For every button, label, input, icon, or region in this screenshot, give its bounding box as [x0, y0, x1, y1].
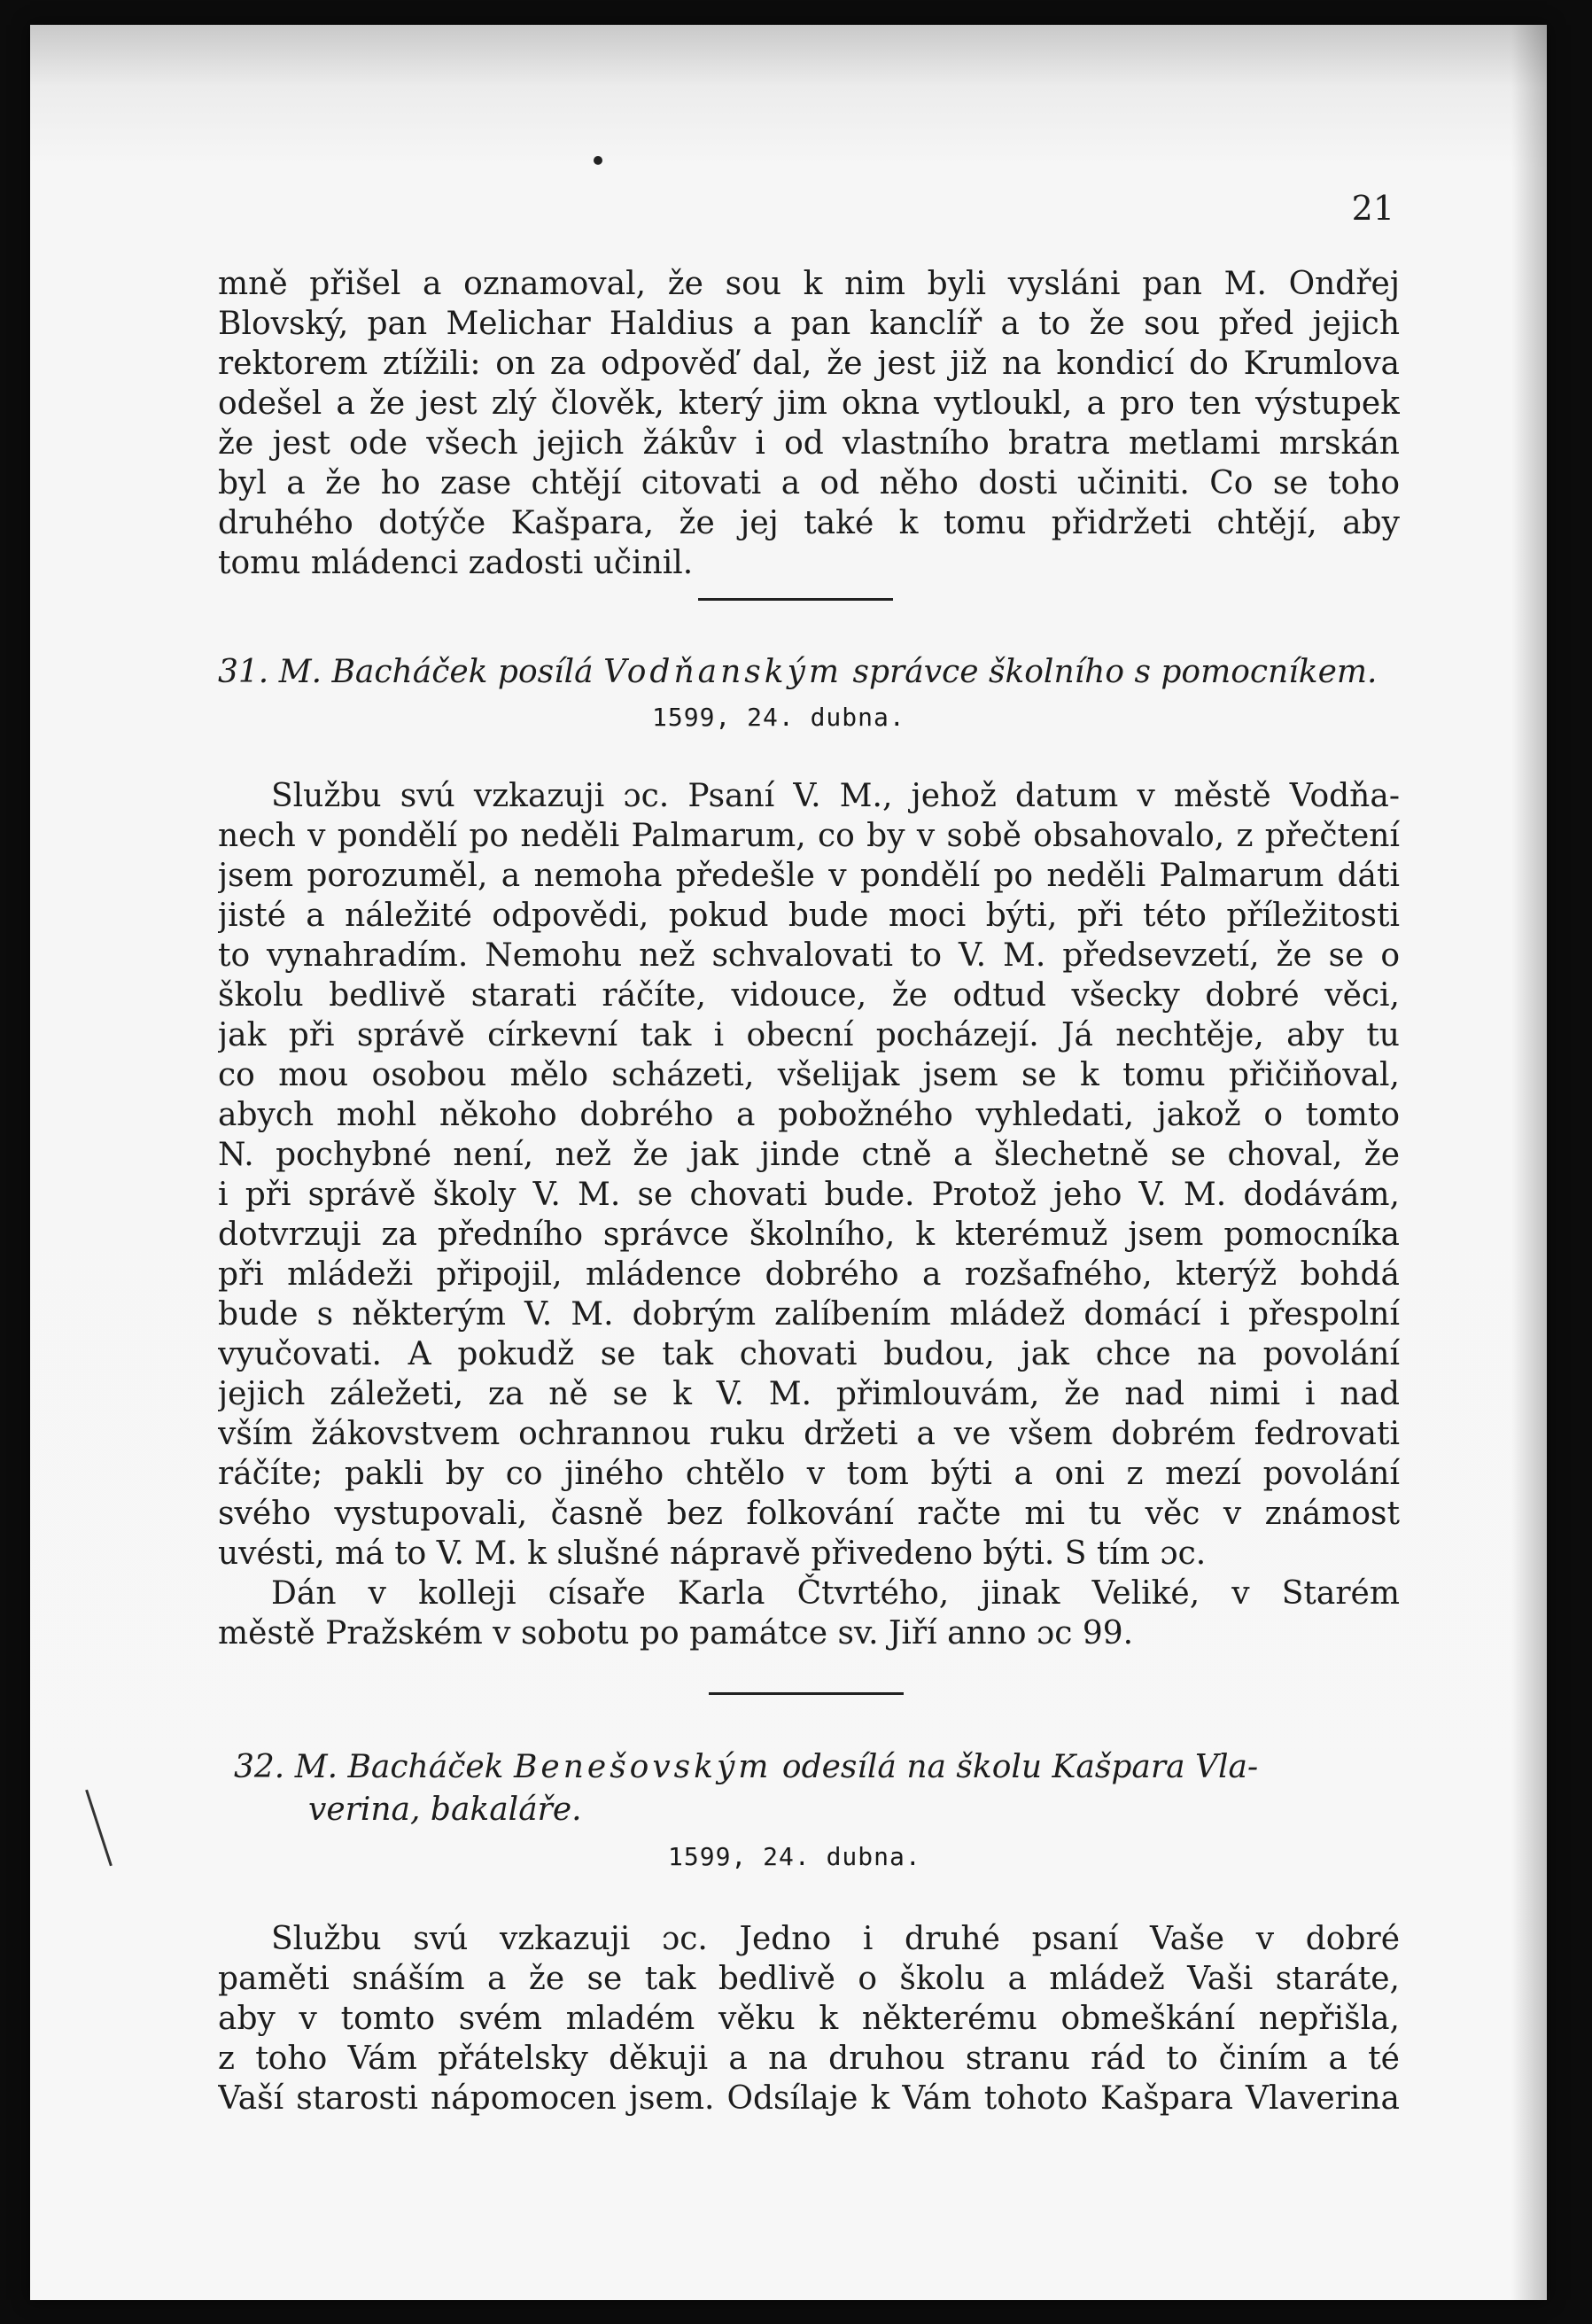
text-line: Službu svú vzkazuji ɔc. Psaní V. M., jehož datum v městě Vodňa- [271, 778, 1400, 814]
letter-32-heading-line-2: verina, bakaláře. [308, 1792, 582, 1828]
page-edge-shadow [1511, 25, 1547, 2300]
text-line: jejich záležeti, za ně se k V. M. přimlouvám, že nad nimi i nad [218, 1376, 1400, 1412]
section-divider [698, 598, 893, 601]
letter-32-number: 32. [234, 1749, 285, 1785]
text-line: druhého dotýče Kašpara, že jej také k tomu přidržeti chtějí, aby [218, 505, 1400, 541]
letter-31-heading [218, 652, 1400, 692]
text-line: ráčíte; pakli by co jiného chtělo v tom býti a oni z mezí povolání [218, 1456, 1400, 1492]
text-line: odešel a že jest zlý člověk, který jim okna vytloukl, a pro ten výstupek [218, 385, 1400, 422]
letter-31-number: 31. [218, 654, 269, 690]
text-line: nech v pondělí po neděli Palmarum, co by v sobě obsahovalo, z přečtení [218, 818, 1400, 854]
text-line: při mládeži připojil, mládence dobrého a rozšafného, kterýž bohdá [218, 1256, 1400, 1293]
text-line: Službu svú vzkazuji ɔc. Jedno i druhé psaní Vaše v dobré [271, 1921, 1400, 1957]
text-line: svého vystupovali, časně bez folkování račte mi tu věc v známost [218, 1496, 1400, 1532]
letter-32-body [218, 1919, 1400, 2118]
text-line: byl a že ho zase chtějí citovati a od něho dosti učiniti. Co se toho [218, 465, 1400, 501]
letter-31-title-before: M. Bacháček posílá [278, 654, 594, 690]
letter-31-date: 1599, 24. dubna. [652, 703, 905, 732]
margin-pencil-mark [85, 1790, 113, 1867]
text-line: Dán v kolleji císaře Karla Čtvrtého, jinak Veliké, v Starém [271, 1575, 1400, 1612]
text-line: vším žákovstvem ochrannou ruku držeti a ve všem dobrém fedrovati [218, 1416, 1400, 1452]
letter-32-heading-line-1 [234, 1747, 1400, 1787]
section-divider [709, 1692, 904, 1695]
letter-32-title-before: M. Bacháček [294, 1749, 504, 1785]
text-line: že jest ode všech jejich žákův i od vlastního bratra metlami mrskán [218, 425, 1400, 462]
text-line: mně přišel a oznamoval, že sou k nim byli vysláni pan M. Ondřej [218, 266, 1400, 302]
text-line: rektorem ztížili: on za odpověď dal, že jest již na kondicí do Krumlova [218, 346, 1400, 382]
letter-32-title-spaced: Benešovským [513, 1749, 773, 1785]
text-line: tomu mládenci zadosti učinil. [218, 545, 694, 581]
page-number: 21 [1351, 189, 1394, 228]
text-line: jak při správě církevní tak i obecní pocházejí. Já nechtěje, aby tu [218, 1017, 1400, 1053]
opening-paragraph [218, 264, 1400, 583]
text-line: vyučovati. A pokudž se tak chovati budou, jak chce na povolání [218, 1336, 1400, 1372]
text-line: aby v tomto svém mladém věku k některému obmeškání nepřišla, [218, 2001, 1400, 2037]
text-line: uvésti, má to V. M. k slušné nápravě přivedeno býti. S tím ɔc. [218, 1535, 1207, 1572]
text-line: Blovský, pan Melichar Haldius a pan kanclíř a to že sou před jejich [218, 306, 1400, 342]
text-line: dotvrzuji za předního správce školního, k kterémuž jsem pomocníka [218, 1216, 1400, 1253]
letter-31-title-after: správce školního s pomocníkem. [852, 654, 1378, 690]
book-page [30, 25, 1547, 2300]
text-line: abych mohl někoho dobrého a pobožného vyhledati, jakož o tomto [218, 1097, 1400, 1133]
text-line: školu bedlivě starati ráčíte, vidouce, že odtud všecky dobré věci, [218, 977, 1400, 1014]
text-line: co mou osobou mělo scházeti, všelijak jsem se k tomu přičiňoval, [218, 1057, 1400, 1093]
text-line: i při správě školy V. M. se chovati bude. Protož jeho V. M. dodávám, [218, 1177, 1400, 1213]
text-line: to vynahradím. Nemohu než schvalovati to V. M. předsevzetí, že se o [218, 937, 1400, 974]
text-line: Vaší starosti nápomocen jsem. Odsílaje k Vám tohoto Kašpara Vlaverina [218, 2080, 1400, 2117]
letter-31-title-spaced: Vodňanským [603, 654, 843, 690]
ink-dot [594, 156, 602, 165]
text-line: z toho Vám přátelsky děkuji a na druhou stranu rád to činím a té [218, 2040, 1400, 2077]
letter-31-body [218, 776, 1400, 1653]
text-line: jsem porozuměl, a nemoha předešle v pondělí po neděli Palmarum dáti [218, 858, 1400, 894]
text-line: jisté a náležité odpovědi, pokud bude moci býti, při této příležitosti [218, 898, 1400, 934]
letter-32-title-after: odesílá na školu Kašpara Vla- [781, 1749, 1259, 1785]
text-line: bude s některým V. M. dobrým zalíbením mládež domácí i přespolní [218, 1296, 1400, 1333]
letter-32-date: 1599, 24. dubna. [668, 1842, 921, 1871]
text-line: paměti snáším a že se tak bedlivě o školu a mládež Vaši staráte, [218, 1961, 1400, 1997]
text-line: N. pochybné není, než že jak jinde ctně a šlechetně se choval, že [218, 1137, 1400, 1173]
text-line: městě Pražském v sobotu po památce sv. Jiří anno ɔc 99. [218, 1615, 1134, 1652]
